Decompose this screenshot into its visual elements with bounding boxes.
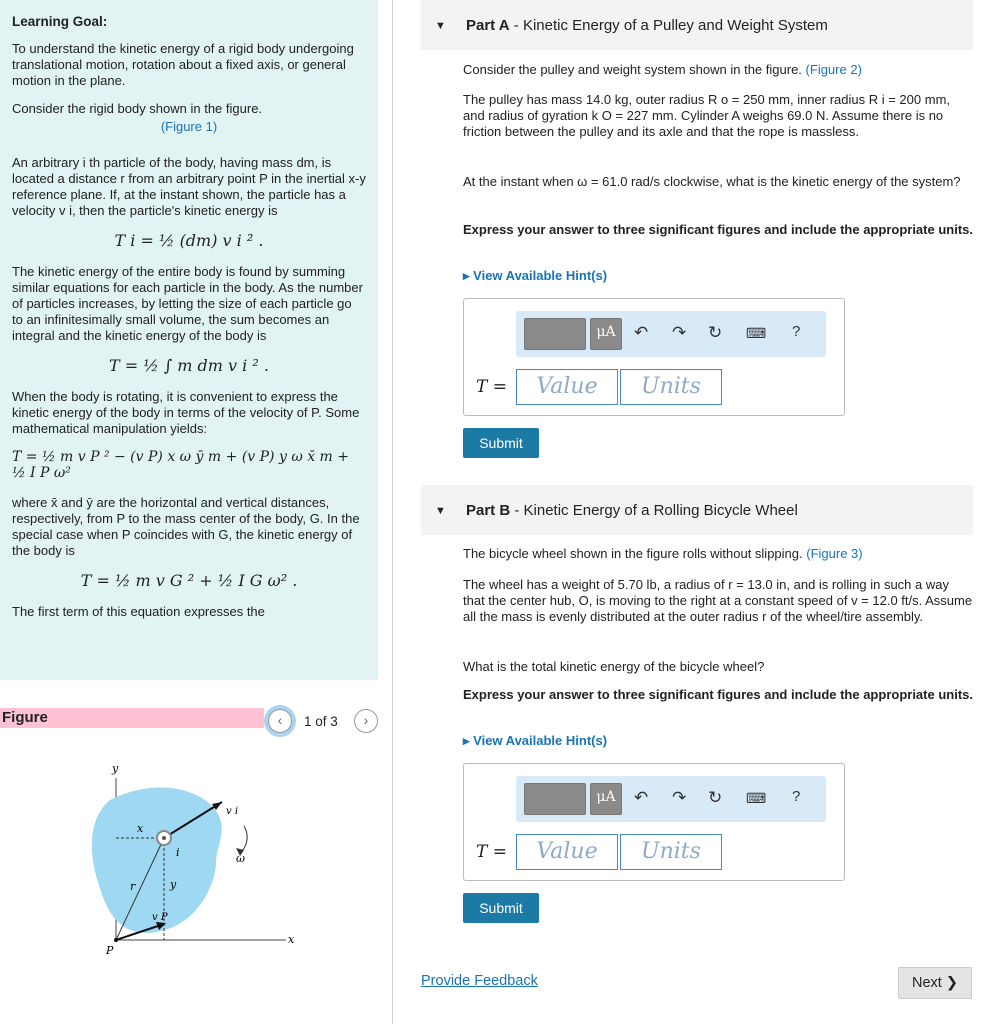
equation-rotating-ke: T = ½ m v P ² − (v P) x ω ȳ m + (v P) y ω x̄ m + ½ I P ω²	[12, 449, 349, 481]
part-b-description: The wheel has a weight of 5.70 lb, a radius of r = 13.0 in, and is rolling in such a way that the center hub, O, is moving to the right at a constant speed of v = 12.0 ft/s. Assume all the mass is evenly distributed at the outer radius r of the wheel/tire assembly.	[463, 577, 973, 624]
part-b-title-text: Kinetic Energy of a Rolling Bicycle Wheel	[523, 502, 798, 519]
figure-3-link[interactable]: (Figure 3)	[806, 546, 863, 561]
figure-1-wrap	[12, 119, 366, 135]
part-a-label: Part A	[466, 17, 510, 34]
undo-icon[interactable]: ↶	[634, 323, 649, 342]
units-button[interactable]: μA	[590, 318, 622, 350]
goal-text-6: where x̄ and ȳ are the horizontal and vertical distances, respectively, from P to the mass center of the body, G. In the special case when P coincides with G, the kinetic energy of the body is	[12, 495, 360, 558]
part-a-toolbar	[516, 311, 826, 357]
part-a-hint-link[interactable]: ▸ View Available Hint(s)	[463, 268, 608, 283]
provide-feedback-link[interactable]: Provide Feedback	[421, 973, 538, 989]
part-a-value-input[interactable]: Value	[516, 369, 618, 405]
learning-goal-panel[interactable]	[0, 0, 378, 680]
part-a-variable-label: T =	[476, 377, 507, 397]
goal-text-7: The first term of this equation expresses the	[12, 604, 265, 619]
keyboard-icon[interactable]: ⌨	[746, 325, 767, 341]
goal-text-5: When the body is rotating, it is convenient to express the kinetic energy of the body in terms of the velocity of P. Some mathematical manipulation yields:	[12, 389, 360, 436]
part-b-intro	[463, 546, 973, 562]
part-b-value-input[interactable]: Value	[516, 834, 618, 870]
reset-icon[interactable]: ↻	[708, 323, 723, 342]
collapse-triangle-icon: ▼	[435, 20, 446, 32]
keyboard-icon[interactable]: ⌨	[746, 790, 767, 806]
template-button[interactable]	[524, 318, 586, 350]
part-b-toolbar	[516, 776, 826, 822]
part-a-submit-button[interactable]: Submit	[463, 428, 539, 458]
redo-icon[interactable]: ↷	[672, 788, 687, 807]
part-a-instruction: Express your answer to three significant figures and include the appropriate units.	[463, 222, 973, 237]
part-a-question: At the instant when ω = 61.0 rad/s clockwise, what is the kinetic energy of the system?	[463, 174, 961, 189]
reset-icon[interactable]: ↻	[708, 788, 723, 807]
equation-mass-center-ke: T = ½ m v G ² + ½ I G ω² .	[80, 571, 298, 590]
point-p-label: P	[106, 944, 114, 957]
rigid-body-figure	[40, 760, 340, 980]
units-button[interactable]: μA	[590, 783, 622, 815]
template-button[interactable]	[524, 783, 586, 815]
collapse-triangle-icon: ▼	[435, 505, 446, 517]
particle-i-label: i	[176, 846, 180, 859]
omega-label: ω	[236, 852, 245, 865]
chevron-left-icon: ‹	[277, 712, 283, 728]
part-b-intro-text: The bicycle wheel shown in the figure rolls without slipping.	[463, 546, 803, 561]
part-b-header[interactable]	[421, 485, 973, 535]
vp-label: v P	[152, 912, 168, 923]
part-b-question: What is the total kinetic energy of the bicycle wheel?	[463, 659, 765, 674]
vi-label: v i	[226, 806, 239, 817]
part-b-submit-button[interactable]: Submit	[463, 893, 539, 923]
goal-text-2-body: Consider the rigid body shown in the figure.	[12, 101, 263, 116]
part-a-intro-text: Consider the pulley and weight system shown in the figure.	[463, 62, 802, 77]
next-figure-button[interactable]	[354, 709, 378, 733]
redo-icon[interactable]: ↷	[672, 323, 687, 342]
part-a-title-text: Kinetic Energy of a Pulley and Weight System	[522, 17, 828, 34]
xbar-label: x	[137, 822, 144, 835]
figure-1-link[interactable]: (Figure 1)	[160, 119, 218, 134]
part-a-description: The pulley has mass 14.0 kg, outer radius R o = 250 mm, inner radius R i = 200 mm, and radius of gyration k O = 227 mm. Cylinder A weighs 69.0 N. Assume there is no friction between the pulley and its axle and that the rope is massless.	[463, 92, 951, 139]
ybar-label: y	[170, 878, 177, 891]
point-p-marker	[114, 938, 118, 942]
goal-text-2	[12, 101, 366, 117]
part-a-hint-text: View Available Hint(s)	[473, 268, 608, 283]
y-axis-label: y	[112, 762, 119, 775]
part-b-variable-label: T =	[476, 842, 507, 862]
part-b-title: Part B - Kinetic Energy of a Rolling Bicycle Wheel	[466, 502, 798, 519]
x-axis-label: x	[288, 933, 295, 946]
chevron-right-icon: ›	[363, 712, 369, 728]
help-icon[interactable]: ?	[792, 788, 801, 805]
goal-text-4: The kinetic energy of the entire body is found by summing similar equations for each particle in the body. As the number of particles increases, by letting the size of each particle go to an infinitesimally small volume, the sum becomes an integral and the kinetic energy of the body is	[12, 264, 363, 343]
learning-goal-heading: Learning Goal:	[12, 14, 108, 29]
equation-body-ke-integral: T = ½ ∫ m dm v i ² .	[109, 356, 269, 375]
part-b-units-input[interactable]: Units	[620, 834, 722, 870]
part-b-answer-box	[463, 763, 845, 881]
goal-text-1: To understand the kinetic energy of a rigid body undergoing translational motion, rotation about a fixed axis, or general motion in the plane.	[12, 41, 354, 88]
part-a-answer-box	[463, 298, 845, 416]
goal-text-3: An arbitrary i th particle of the body, having mass dm, is located a distance r from an arbitrary point P in the inertial x-y reference plane. If, at the instant shown, the particle has a velocity v i, then the particle's kinetic energy is	[12, 155, 366, 218]
r-label: r	[130, 880, 136, 893]
part-a-title: Part A - Kinetic Energy of a Pulley and Weight System	[466, 17, 828, 34]
figure-nav-bar	[0, 700, 392, 740]
figure-label: Figure	[0, 708, 264, 728]
part-b-instruction: Express your answer to three significant figures and include the appropriate units.	[463, 687, 973, 702]
part-a-units-input[interactable]: Units	[620, 369, 722, 405]
help-icon[interactable]: ?	[792, 323, 801, 340]
left-panel	[0, 0, 393, 1024]
equation-particle-ke: T i = ½ (dm) v i ² .	[114, 231, 264, 250]
part-a-intro	[463, 62, 973, 78]
part-b-hint-link[interactable]: ▸ View Available Hint(s)	[463, 733, 608, 748]
undo-icon[interactable]: ↶	[634, 788, 649, 807]
next-button[interactable]: Next ❯	[898, 967, 972, 999]
figure-2-link[interactable]: (Figure 2)	[805, 62, 862, 77]
prev-figure-button[interactable]	[268, 709, 292, 733]
part-b-label: Part B	[466, 502, 511, 519]
figure-page-count: 1 of 3	[304, 714, 338, 729]
part-a-header[interactable]	[421, 0, 973, 50]
part-b-hint-text: View Available Hint(s)	[473, 733, 608, 748]
